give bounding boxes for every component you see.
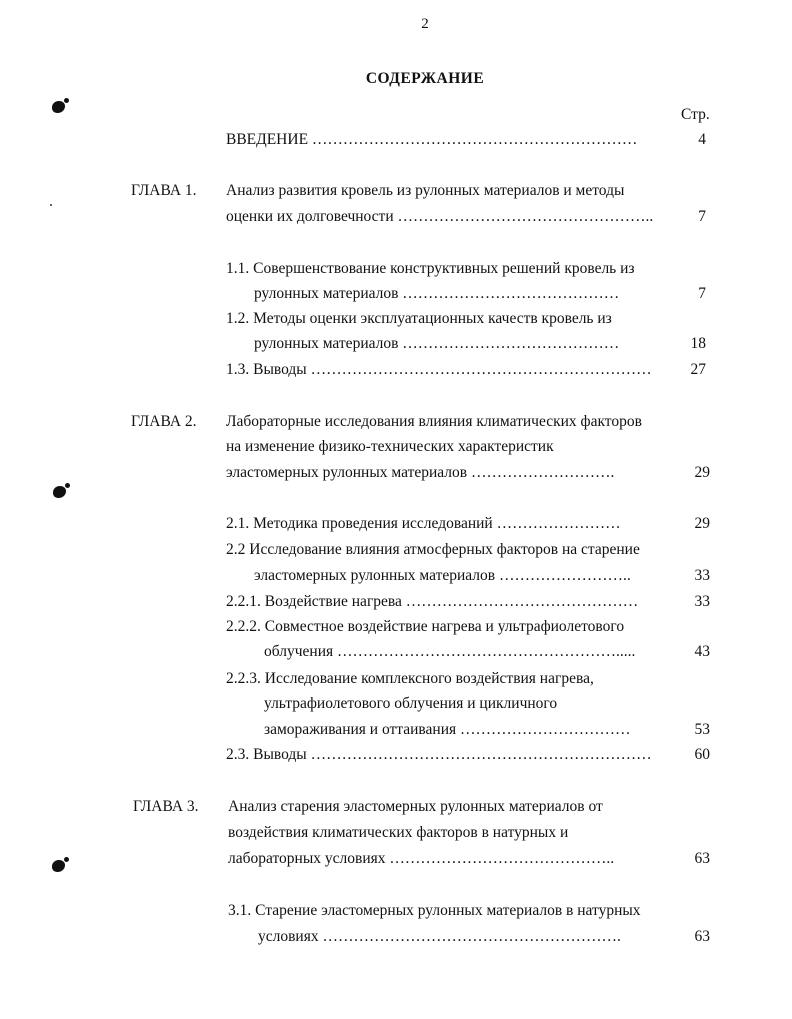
- toc-page-intro: 4: [698, 131, 706, 148]
- chapter-2-title-line1: Лабораторные исследования влияния климатических факторов: [226, 413, 642, 430]
- section-2-2-3-line1: 2.2.3. Исследование комплексного воздействия нагрева,: [226, 670, 594, 687]
- section-2-3: 2.3. Выводы …………………………………………………………: [226, 746, 652, 763]
- section-2-2-2-line1: 2.2.2. Совместное воздействие нагрева и ультрафиолетового: [226, 618, 625, 635]
- chapter-1-title-line2: оценки их долговечности …………………………………………..: [226, 208, 654, 225]
- section-1-3: 1.3. Выводы …………………………………………………………: [226, 361, 652, 378]
- chapter-3-title-line3: лабораторных условиях ……………………………………..: [228, 850, 615, 867]
- chapter-1-page: 7: [698, 208, 706, 225]
- section-2-1-page: 29: [694, 515, 710, 532]
- section-2-1: 2.1. Методика проведения исследований ……………………: [226, 515, 621, 532]
- section-1-1-line2: рулонных материалов ……………………………………: [254, 285, 620, 302]
- chapter-2-label: ГЛАВА 2.: [131, 413, 197, 430]
- section-1-1-line1: 1.1. Совершенствование конструктивных решений кровель из: [226, 260, 635, 277]
- section-2-2-3-page: 53: [694, 721, 710, 738]
- section-2-2-1-page: 33: [694, 593, 710, 610]
- chapter-1-label: ГЛАВА 1.: [131, 182, 197, 199]
- section-2-2-3-line2: ультрафиолетового облучения и цикличного: [264, 695, 558, 712]
- page-title: СОДЕРЖАНИЕ: [365, 70, 485, 87]
- page-number: 2: [421, 16, 429, 32]
- chapter-2-page: 29: [694, 464, 710, 481]
- section-2-3-page: 60: [694, 746, 710, 763]
- section-2-2-line1: 2.2 Исследование влияния атмосферных факторов на старение: [226, 541, 640, 558]
- section-2-2-line2: эластомерных рулонных материалов ……………………..: [254, 567, 631, 584]
- toc-entry-intro: ВВЕДЕНИЕ ………………………………………………………: [226, 131, 638, 148]
- section-3-1-line1: 3.1. Старение эластомерных рулонных материалов в натурных: [228, 902, 641, 919]
- scan-speck: [50, 204, 52, 206]
- chapter-3-title-line1: Анализ старения эластомерных рулонных материалов от: [228, 798, 603, 815]
- scan-blot: [52, 860, 65, 872]
- chapter-1-title-line1: Анализ развития кровель из рулонных материалов и методы: [226, 182, 625, 199]
- section-1-2-line1: 1.2. Методы оценки эксплуатационных качеств кровель из: [226, 310, 612, 327]
- scan-blot: [52, 101, 65, 113]
- section-3-1-line2: условиях ………………………………………………….: [258, 928, 621, 945]
- chapter-3-title-line2: воздействия климатических факторов в натурных и: [228, 824, 569, 841]
- chapter-3-label: ГЛАВА 3.: [133, 798, 199, 815]
- section-1-1-page: 7: [698, 285, 706, 302]
- section-1-3-page: 27: [690, 361, 706, 378]
- section-1-2-page: 18: [690, 335, 706, 352]
- section-2-2-page: 33: [694, 567, 710, 584]
- section-2-2-3-line3: замораживания и оттаивания ……………………………: [264, 721, 631, 738]
- section-1-2-line2: рулонных материалов ……………………………………: [254, 335, 620, 352]
- section-2-2-2-line2: облучения ……………………………………………….....: [264, 643, 636, 660]
- scan-blot: [53, 486, 66, 498]
- section-3-1-page: 63: [694, 928, 710, 945]
- section-2-2-1: 2.2.1. Воздействие нагрева ………………………………………: [226, 593, 639, 610]
- chapter-2-title-line2: на изменение физико-технических характеристик: [226, 438, 554, 455]
- chapter-3-page: 63: [694, 850, 710, 867]
- page-column-label: Стр.: [681, 106, 710, 123]
- section-2-2-2-page: 43: [694, 643, 710, 660]
- chapter-2-title-line3: эластомерных рулонных материалов ……………………….: [226, 464, 615, 481]
